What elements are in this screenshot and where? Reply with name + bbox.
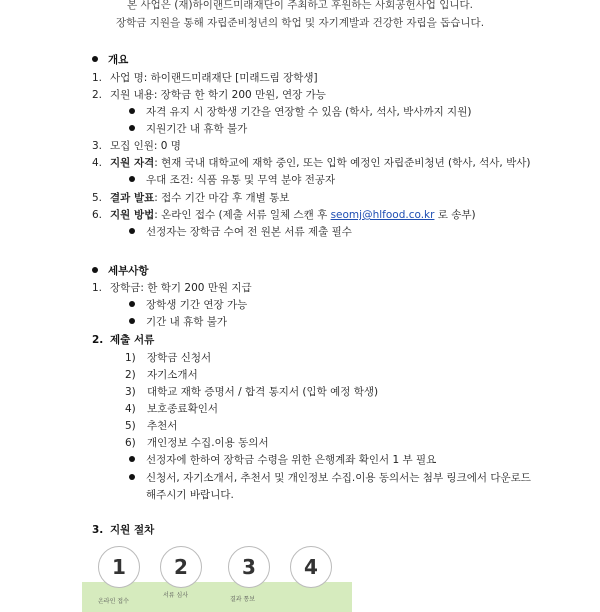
item-number: 2. bbox=[92, 334, 104, 346]
step-label-2: 서류 심사 bbox=[163, 592, 189, 599]
sub-text: 기간 내 휴학 불가 bbox=[146, 316, 228, 328]
step-2-circle: 2 bbox=[160, 546, 202, 588]
overview-item-4-sub bbox=[129, 172, 335, 187]
doc-item-6 bbox=[125, 435, 269, 450]
bullet-icon bbox=[129, 318, 135, 324]
overview-item-2 bbox=[92, 87, 326, 102]
step-label-3: 결과 통보 bbox=[230, 596, 256, 603]
step-3-circle: 3 bbox=[228, 546, 270, 588]
sub-text: 선정자는 장학금 수여 전 원본 서류 제출 필수 bbox=[146, 226, 352, 238]
item-number: 3. bbox=[92, 140, 103, 152]
note-2-continued: 해주시기 바랍니다. bbox=[146, 489, 234, 501]
bullet-icon bbox=[129, 108, 135, 114]
doc-number: 1) bbox=[125, 352, 136, 364]
step-4-circle: 4 bbox=[290, 546, 332, 588]
doc-number: 4) bbox=[125, 403, 136, 415]
overview-heading bbox=[92, 52, 128, 67]
item-number: 6. bbox=[92, 209, 103, 221]
item-label: 지원 자격 bbox=[110, 157, 155, 169]
overview-item-6-sub bbox=[129, 224, 352, 239]
note-text: 선정자에 한하여 장학금 수령을 위한 은행계좌 확인서 1 부 필요 bbox=[146, 454, 437, 466]
overview-item-3 bbox=[92, 138, 181, 153]
doc-text: 개인정보 수집.이용 동의서 bbox=[147, 437, 269, 449]
details-item-1-sub-1 bbox=[129, 297, 247, 312]
overview-item-1 bbox=[92, 70, 318, 85]
doc-item-2 bbox=[125, 367, 198, 382]
doc-text: 자기소개서 bbox=[147, 369, 198, 381]
doc-number: 5) bbox=[125, 420, 136, 432]
intro-line-2: 장학금 지원을 통해 자립준비청년의 학업 및 자기계발과 건강한 자립을 돕습니다. bbox=[115, 17, 485, 29]
overview-item-6 bbox=[92, 207, 476, 222]
bullet-icon bbox=[129, 125, 135, 131]
doc-item-1 bbox=[125, 350, 211, 365]
step-label-1: 온라인 접수 bbox=[98, 598, 129, 605]
doc-number: 6) bbox=[125, 437, 136, 449]
doc-item-3 bbox=[125, 384, 378, 399]
doc-item-4 bbox=[125, 401, 218, 416]
note-text: 신청서, 자기소개서, 추천서 및 개인정보 수집.이용 동의서는 첨부 링크에서 다운로드 bbox=[146, 472, 531, 484]
item-text: 지원 내용: 장학금 한 학기 200 만원, 연장 가능 bbox=[110, 89, 326, 101]
item-number: 1. bbox=[92, 72, 103, 84]
item-title: 지원 절차 bbox=[110, 524, 155, 536]
email-link[interactable]: seomj@hlfood.co.kr bbox=[330, 209, 435, 221]
item-label: 결과 발표 bbox=[110, 192, 155, 204]
item-number: 4. bbox=[92, 157, 103, 169]
details-title: 세부사항 bbox=[108, 265, 149, 277]
doc-text: 추천서 bbox=[147, 420, 178, 432]
bullet-icon bbox=[92, 267, 98, 273]
item-text: 모집 인원: 0 명 bbox=[110, 140, 181, 152]
details-item-1-sub-2 bbox=[129, 314, 227, 329]
note-2 bbox=[129, 470, 531, 485]
item-title: 제출 서류 bbox=[110, 334, 155, 346]
bullet-icon bbox=[129, 176, 135, 182]
item-number: 2. bbox=[92, 89, 103, 101]
sub-text: 자격 유지 시 장학생 기간을 연장할 수 있음 (학사, 석사, 박사까지 지원) bbox=[146, 106, 472, 118]
doc-text: 보호종료확인서 bbox=[147, 403, 219, 415]
sub-text: 우대 조건: 식품 유통 및 무역 분야 전공자 bbox=[146, 174, 336, 186]
doc-item-5 bbox=[125, 418, 177, 433]
overview-title: 개요 bbox=[108, 54, 129, 66]
details-item-1 bbox=[92, 280, 252, 295]
doc-text: 대학교 재학 증명서 / 합격 통지서 (입학 예정 학생) bbox=[147, 386, 379, 398]
item-number: 1. bbox=[92, 282, 103, 294]
details-item-3 bbox=[92, 522, 154, 537]
overview-item-4 bbox=[92, 155, 530, 170]
item-text: : 현재 국내 대학교에 재학 중인, 또는 입학 예정인 자립준비청년 (학사, 석사, 박사) bbox=[154, 157, 531, 169]
bullet-icon bbox=[129, 228, 135, 234]
item-text: 장학금: 한 학기 200 만원 지급 bbox=[110, 282, 252, 294]
doc-number: 2) bbox=[125, 369, 136, 381]
details-heading bbox=[92, 263, 149, 278]
intro-line-1: 본 사업은 (재)하이랜드미래재단이 주최하고 후원하는 사회공헌사업 입니다. bbox=[127, 0, 473, 11]
bullet-icon bbox=[92, 56, 98, 62]
item-text: : 온라인 접수 (제출 서류 일체 스캔 후 bbox=[154, 209, 331, 221]
overview-item-2-sub-1 bbox=[129, 104, 471, 119]
bullet-icon bbox=[129, 474, 135, 480]
item-text: : 접수 기간 마감 후 개별 통보 bbox=[154, 192, 290, 204]
item-text: 사업 명: 하이랜드미래재단 [미래드림 장학생] bbox=[110, 72, 318, 84]
doc-text: 장학금 신청서 bbox=[147, 352, 212, 364]
overview-item-5 bbox=[92, 190, 289, 205]
item-number: 3. bbox=[92, 524, 104, 536]
doc-number: 3) bbox=[125, 386, 136, 398]
item-suffix: 로 송부) bbox=[434, 209, 476, 221]
overview-item-2-sub-2 bbox=[129, 121, 247, 136]
step-1-circle: 1 bbox=[98, 546, 140, 588]
item-number: 5. bbox=[92, 192, 103, 204]
sub-text: 장학생 기간 연장 가능 bbox=[146, 299, 248, 311]
bullet-icon bbox=[129, 456, 135, 462]
details-item-2 bbox=[92, 332, 154, 347]
bullet-icon bbox=[129, 301, 135, 307]
note-1 bbox=[129, 452, 436, 467]
item-label: 지원 방법 bbox=[110, 209, 155, 221]
sub-text: 지원기간 내 휴학 불가 bbox=[146, 123, 248, 135]
